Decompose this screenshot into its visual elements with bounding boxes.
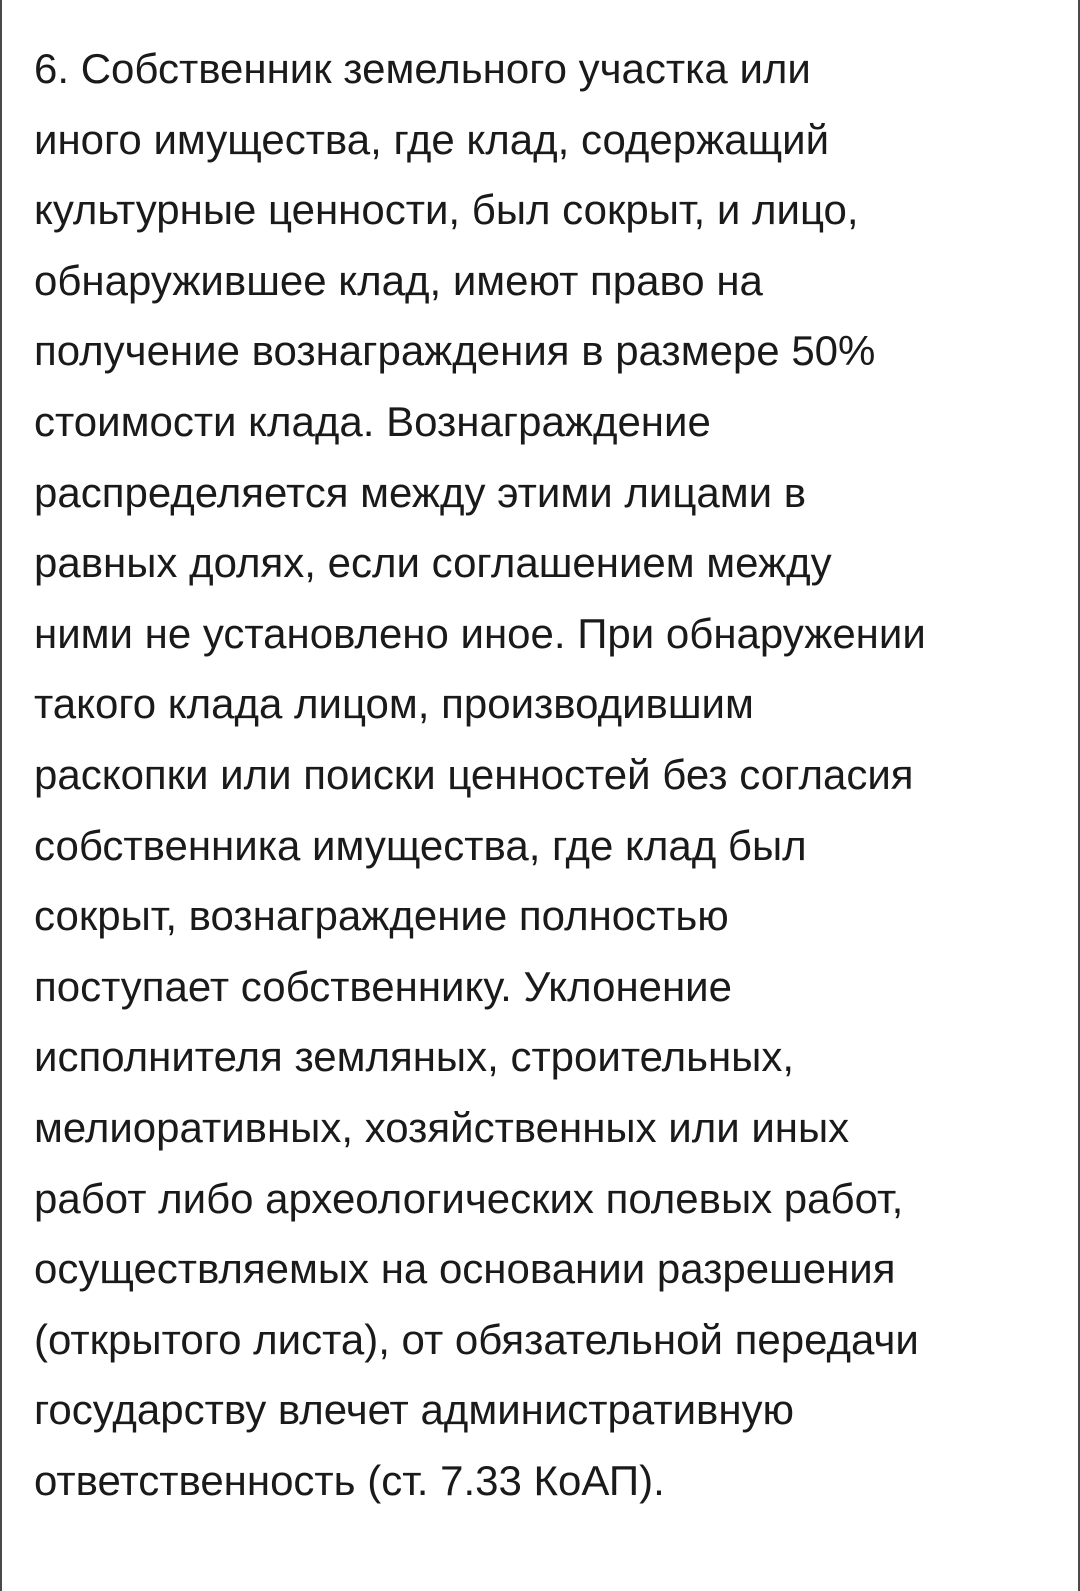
paragraph-line: (открытого листа), от обязательной передачи: [34, 1315, 919, 1363]
paragraph-line: культурные ценности, был сокрыт, и лицо,: [34, 186, 859, 234]
paragraph-line: обнаружившее клад, имеют право на: [34, 256, 763, 304]
paragraph-line: стоимости клада. Вознаграждение: [34, 397, 711, 445]
paragraph-line: осуществляемых на основании разрешения: [34, 1245, 896, 1293]
paragraph-line: мелиоративных, хозяйственных или иных: [34, 1103, 850, 1151]
paragraph-line: раскопки или поиски ценностей без согласия: [34, 750, 914, 798]
paragraph-line: исполнителя земляных, строительных,: [34, 1033, 795, 1081]
article-paragraph: [34, 34, 1074, 1516]
paragraph-line: работ либо археологических полевых работ,: [34, 1174, 904, 1222]
paragraph-line: иного имущества, где клад, содержащий: [34, 115, 830, 163]
paragraph-line: распределяется между этими лицами в: [34, 468, 807, 516]
paragraph-line: сокрыт, вознаграждение полностью: [34, 892, 729, 940]
paragraph-line: поступает собственнику. Уклонение: [34, 962, 733, 1010]
paragraph-line: государству влечет административную: [34, 1386, 795, 1434]
paragraph-line: ответственность (ст. 7.33 КоАП).: [34, 1456, 665, 1504]
paragraph-line: такого клада лицом, производившим: [34, 680, 754, 728]
paragraph-line: 6. Собственник земельного участка или: [34, 45, 811, 92]
paragraph-line: ними не установлено иное. При обнаружении: [34, 609, 926, 657]
paragraph-line: равных долях, если соглашением между: [34, 539, 832, 587]
paragraph-line: получение вознаграждения в размере 50%: [34, 327, 876, 375]
paragraph-line: собственника имущества, где клад был: [34, 821, 807, 869]
